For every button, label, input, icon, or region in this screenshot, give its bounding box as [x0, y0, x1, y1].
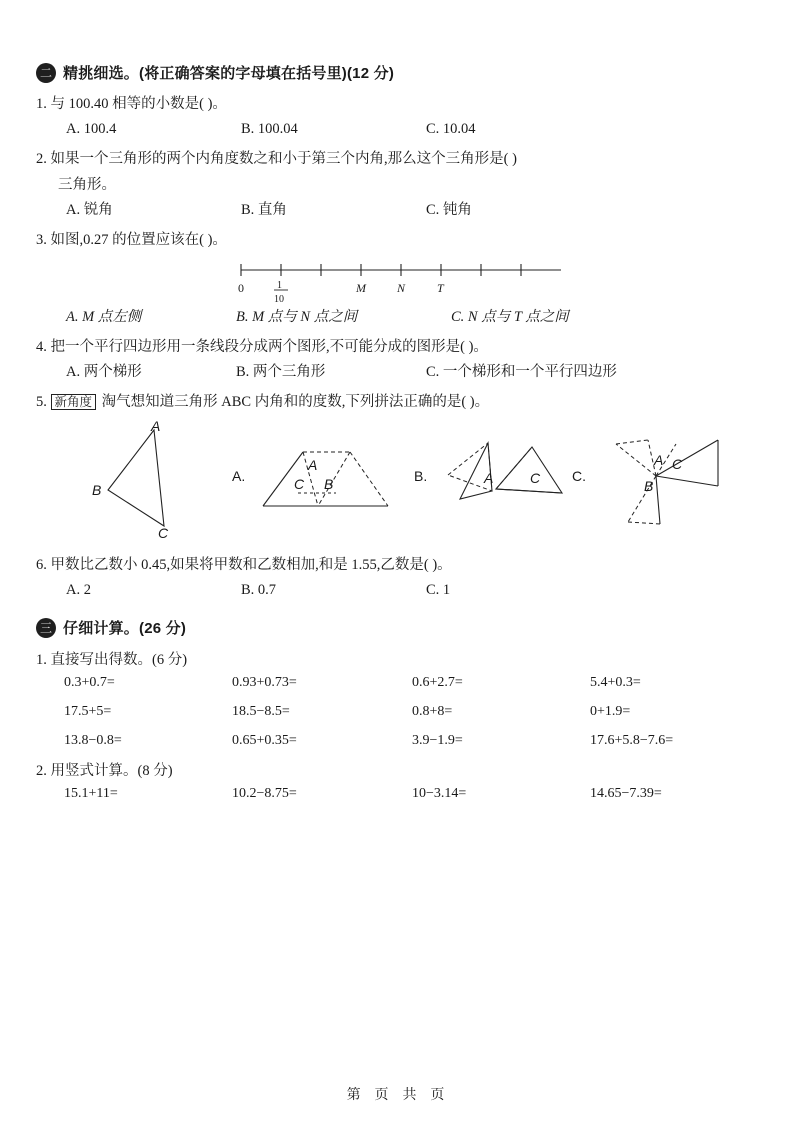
footer-page-label: 第 [346, 1086, 363, 1102]
section-badge: 二 [36, 63, 56, 83]
tick-label-m: M [356, 280, 366, 295]
option-a[interactable]: A. 两个梯形 [66, 364, 142, 381]
calc-item[interactable]: 5.4+0.3= [590, 675, 641, 691]
label-b: B [92, 481, 102, 498]
option-a[interactable]: A. 2 [66, 582, 91, 599]
question-4-text: 4. 把一个平行四边形用一条线段分成两个图形,不可能分成的图形是( )。 [36, 338, 488, 355]
option-c-label[interactable]: C. [572, 467, 586, 484]
option-a[interactable]: A. M 点左侧 [66, 308, 142, 325]
calc-item[interactable]: 13.8−0.8= [64, 733, 122, 749]
option-b-figure[interactable] [440, 433, 570, 518]
option-b-vertex-a: A [484, 469, 494, 486]
calc-1-title: 1. 直接写出得数。(6 分) [36, 652, 188, 669]
question-3-options [36, 306, 756, 326]
question-6-options [36, 579, 756, 599]
section-title: 仔细计算。(26 分) [63, 620, 187, 638]
calc-item[interactable]: 15.1+11= [64, 786, 118, 802]
tick-label-t: T [437, 280, 444, 295]
question-5-number: 5. [36, 394, 47, 411]
calc-item[interactable]: 10−3.14= [412, 786, 467, 802]
tick-label-frac-num: 1 [277, 279, 282, 291]
question-3 [36, 229, 756, 325]
section-badge: 三 [36, 618, 56, 638]
calc-item[interactable]: 0+1.9= [590, 704, 631, 720]
option-c-vertex-a: A [654, 451, 664, 468]
option-a[interactable]: A. 锐角 [66, 202, 113, 219]
calc-item[interactable]: 0.3+0.7= [64, 675, 115, 691]
calc-item[interactable]: 17.6+5.8−7.6= [590, 733, 674, 749]
section-header-2 [36, 62, 756, 83]
question-1-text: 1. 与 100.40 相等的小数是( )。 [36, 96, 227, 112]
calc-item[interactable]: 0.6+2.7= [412, 675, 463, 691]
question-2-text-line1: 2. 如果一个三角形的两个内角度数之和小于第三个内角,那么这个三角形是( ) [36, 151, 517, 168]
option-c[interactable]: C. N 点与 T 点之间 [451, 308, 569, 325]
question-1 [36, 93, 756, 138]
option-c-vertex-c: C [672, 455, 683, 472]
footer-total-unit: 页 [430, 1086, 447, 1102]
question-5-text [36, 391, 756, 413]
question-4-options [36, 361, 756, 381]
option-b[interactable]: B. 两个三角形 [236, 364, 326, 381]
option-c[interactable]: C. 钝角 [426, 202, 472, 219]
question-2-options [36, 199, 756, 219]
calc-2-grid [36, 786, 756, 802]
question-3-text: 3. 如图,0.27 的位置应该在( )。 [36, 232, 227, 249]
section-title: 精挑细选。(将正确答案的字母填在括号里)(12 分) [63, 65, 395, 82]
question-5-body: 淘气想知道三角形 ABC 内角和的度数,下列拼法正确的是( )。 [101, 394, 490, 411]
calc-item[interactable]: 3.9−1.9= [412, 733, 463, 749]
question-2-text-line2: 三角形。 [58, 176, 116, 193]
tick-label-0: 0 [238, 280, 244, 295]
option-c[interactable]: C. 10.04 [426, 121, 476, 138]
option-b-vertex-c: C [530, 469, 541, 486]
page-content [36, 62, 756, 802]
question-2 [36, 148, 756, 219]
question-6-text: 6. 甲数比乙数小 0.45,如果将甲数和乙数相加,和是 1.55,乙数是( )。 [36, 556, 452, 573]
calc-2-title: 2. 用竖式计算。(8 分) [36, 763, 173, 780]
section-header-3 [36, 617, 756, 638]
calc-item[interactable]: 17.5+5= [64, 704, 112, 720]
option-b-label[interactable]: B. [414, 467, 428, 484]
option-c-figure[interactable] [598, 426, 728, 531]
question-1-options [36, 118, 756, 138]
calc-item[interactable]: 10.2−8.75= [232, 786, 297, 802]
question-5-figures [36, 418, 756, 548]
question-5 [36, 391, 756, 547]
option-b[interactable]: B. 100.04 [241, 121, 298, 138]
numberline-svg [236, 256, 566, 304]
option-a-vertex-b: B [324, 475, 334, 492]
footer-total-label: 共 [402, 1086, 419, 1102]
question-4 [36, 336, 756, 381]
new-angle-tag: 新角度 [51, 394, 97, 410]
calc-item[interactable]: 18.5−8.5= [232, 704, 290, 720]
footer-page-unit: 页 [374, 1086, 391, 1102]
calc-item[interactable]: 0.93+0.73= [232, 675, 297, 691]
option-a-vertex-a: A [308, 456, 318, 473]
option-a-label[interactable]: A. [232, 467, 246, 484]
calc-item[interactable]: 0.65+0.35= [232, 733, 297, 749]
option-c-vertex-b: B [644, 477, 654, 494]
label-a: A [151, 417, 161, 434]
option-b[interactable]: B. M 点与 N 点之间 [236, 308, 358, 325]
option-a[interactable]: A. 100.4 [66, 121, 117, 138]
label-c: C [158, 524, 169, 541]
page-footer [0, 1084, 793, 1104]
calc-item[interactable]: 0.8+8= [412, 704, 453, 720]
option-c[interactable]: C. 1 [426, 582, 451, 599]
question-6 [36, 554, 756, 599]
option-c[interactable]: C. 一个梯形和一个平行四边形 [426, 364, 617, 381]
option-b[interactable]: B. 直角 [241, 202, 287, 219]
question-3-numberline-figure [36, 256, 756, 304]
calc-1-grid [36, 675, 756, 749]
option-a-vertex-c: C [294, 475, 305, 492]
option-b[interactable]: B. 0.7 [241, 582, 277, 599]
calc-item[interactable]: 14.65−7.39= [590, 786, 662, 802]
tick-label-frac-den: 10 [274, 293, 284, 304]
tick-label-n: N [397, 280, 406, 295]
